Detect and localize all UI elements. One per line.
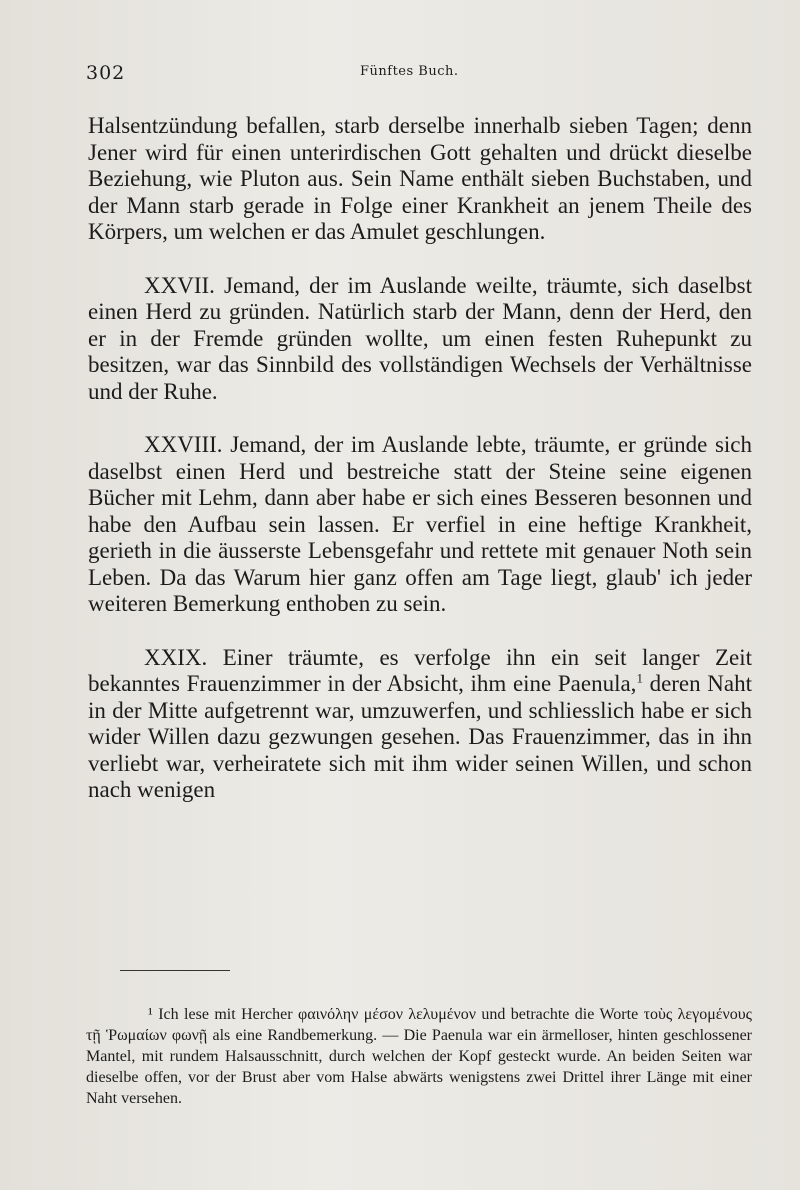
paragraph-xxix-text-before: XXIX. Einer träumte, es verfolge ihn ein seit langer Zeit bekanntes Frauenzimmer in der Absicht, ihm eine Paenula, [88,644,752,696]
footnote-divider [120,970,230,971]
paragraph-xxvii: XXVII. Jemand, der im Auslande weilte, träumte, sich daselbst einen Herd zu gründen. Natürlich starb der Mann, denn der Herd, den er in der Fremde gründen wollte, um einen festen Ruhepunkt zu besitzen, war das Sinnbild des vollständigen Wechsels der Verhältnisse und der Ruhe. [88,272,752,404]
paragraph-xxviii: XXVIII. Jemand, der im Auslande lebte, träumte, er gründe sich daselbst einen Herd und bestreiche statt der Steine seine eigenen Bücher mit Lehm, dann aber habe er sich eines Besseren besonnen und habe den Aufbau sein lassen. Er verfiel in eine heftige Krankheit, gerieth in die äusserste Lebensgefahr und rettete mit genauer Noth sein Leben. Da das Warum hier ganz offen am Tage liegt, glaub' ich jeder weiteren Bemerkung enthoben zu sein. [88,432,752,616]
paragraph-xxix-text-after: deren Naht in der Mitte aufgetrennt war, umzuwerfen, und schliesslich habe er sich wider Willen dazu gezwungen gesehen. Das Frauenzimmer, das in ihn verliebt war, verheiratete sich mit ihm wider seinen Willen, und schon nach wenigen [88,671,752,802]
footnote-reference: 1 [636,670,643,686]
body-text [88,113,752,804]
paragraph-continuation: Halsentzündung befallen, starb derselbe innerhalb sieben Tagen; denn Jener wird für einen unterirdischen Gott gehalten und drückt dieselbe Beziehung, wie Pluton aus. Sein Name enthält sieben Buchstaben, und der Mann starb gerade in Folge einer Krankheit an jenem Theile des Körpers, um welchen er das Amulet geschlungen. [88,113,752,244]
footnote: ¹ Ich lese mit Hercher φαινόλην μέσον λελυμένον und betrachte die Worte τοὺς λεγομένους τῇ Ῥωμαίων φωνῇ als eine Randbemerkung. — Die Paenula war ein ärmelloser, hinten geschlossener Mantel, mit rundem Halsausschnitt, durch welchen der Kopf gesteckt wurde. An beiden Seiten war dieselbe offen, vor der Brust aber vom Halse abwärts wenigstens zwei Drittel ihrer Länge mit einer Naht versehen. [86,1006,752,1107]
page-number: 302 [86,62,126,84]
paragraph-xxix [88,645,752,804]
running-head: Fünftes Buch. [360,64,459,79]
